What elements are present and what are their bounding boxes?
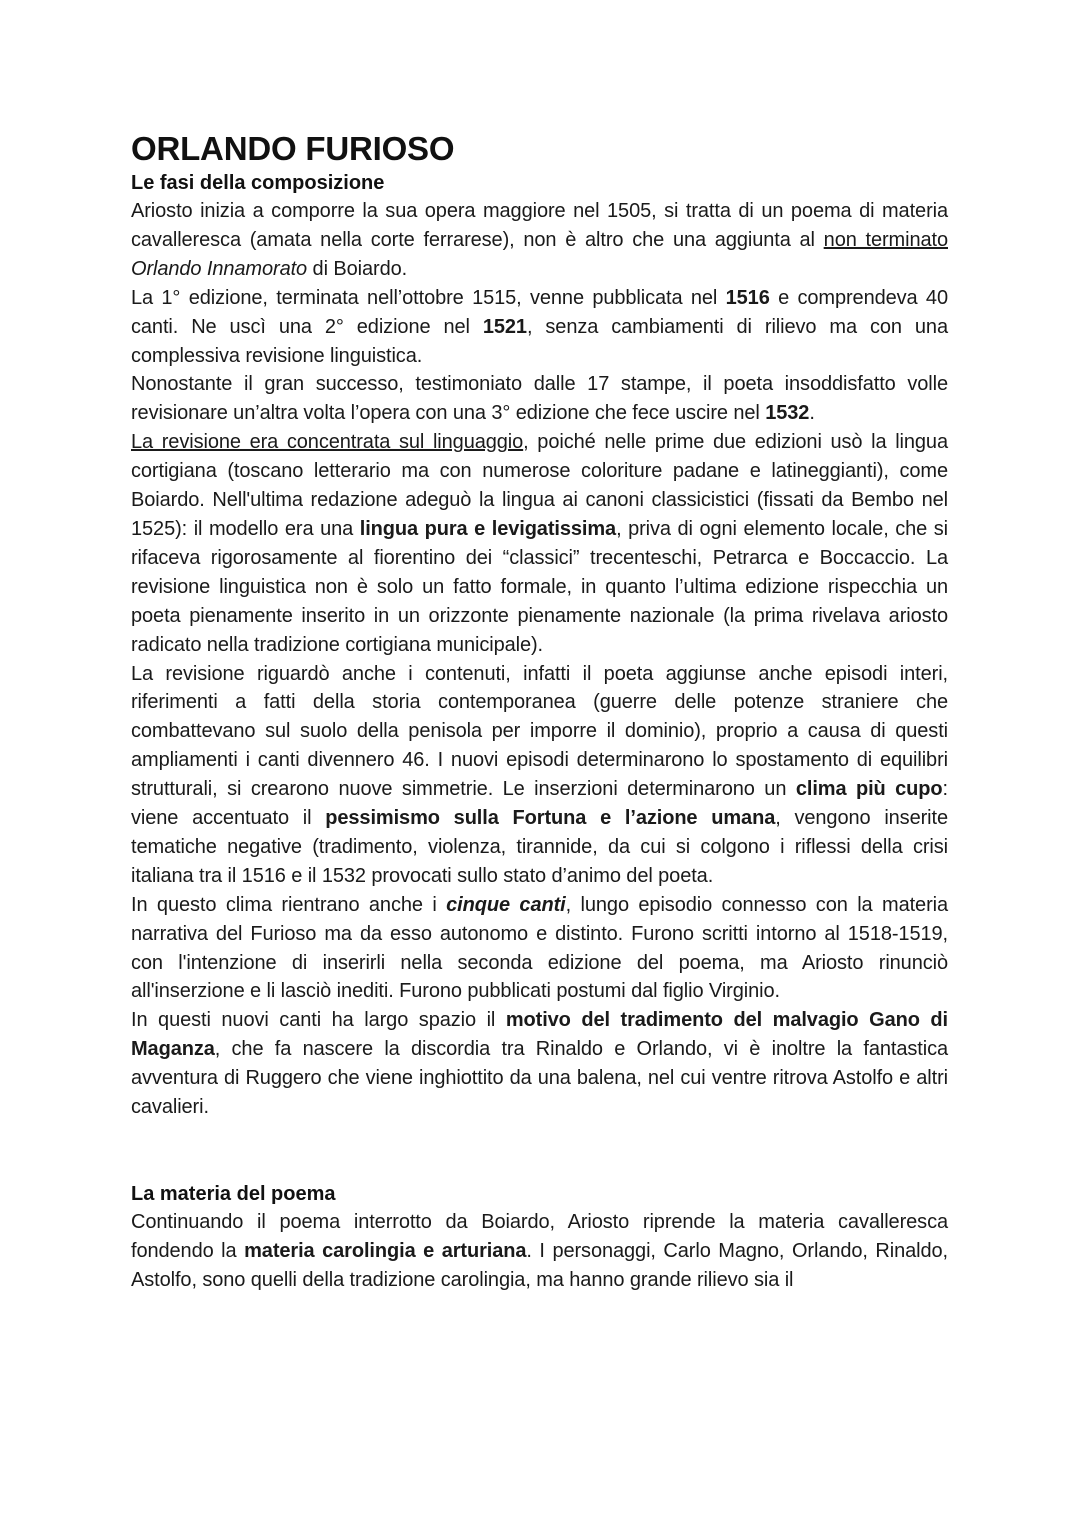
text-run: e comprendeva 40 canti. Ne uscì una 2° edizione nel [131,286,948,338]
paragraph [131,891,948,1007]
bold-text: 1521 [482,315,527,338]
text-run: La 1° edizione, terminata nell’ottobre 1515, venne pubblicata nel [131,286,726,309]
text-run: , che fa nascere la discordia tra Rinaldo e Orlando, vi è inoltre la fantastica avventura di Ruggero che viene inghiottito da una balena, nel cui ventre ritrova Astolfo e altri cavalieri. [131,1038,948,1119]
section-spacer [131,1122,948,1180]
text-run: Nonostante il gran successo, testimoniato dalle 17 stampe, il poeta insoddisfatto volle revisionare un’altra volta l’opera con una 3° edizione che fece uscire nel [131,373,948,425]
paragraph [131,197,948,284]
section-heading: La materia del poema [131,1183,336,1205]
text-run: La revisione riguardò anche i contenuti, infatti il poeta aggiunse anche episodi interi, riferimenti a fatti della storia contemporanea (guerre delle potenze straniere che combattevano sul suolo della penisola per imporre il dominio), proprio a causa di questi ampliamenti i canti divennero 46. I nuovi episodi determinarono lo spostamento di equilibri strutturali, si crearono nuove simmetrie. Le inserzioni determinarono un [131,662,948,801]
text-run: In questi nuovi canti ha largo spazio il [131,1009,506,1032]
document-title: ORLANDO FURIOSO [131,130,455,167]
text-run: , priva di ogni elemento locale, che si rifaceva rigorosamente al fiorentino dei “classici” trecenteschi, Petrarca e Boccaccio. La revisione linguistica non è solo un fatto formale, in quanto l’ultima edizione rispecchia un poeta pienamente inserito in un orizzonte pienamente nazionale (la prima rivelava ariosto radicato nella tradizione cortigiana municipale). [131,517,949,656]
section-composition-phases [131,169,948,1122]
text-run: : viene accentuato il [131,778,948,830]
bold-text: pessimismo sulla Fortuna e l’azione umana [325,807,776,830]
paragraph [131,1006,948,1122]
paragraph [131,284,948,371]
bold-italic-text: cinque canti [446,893,566,916]
paragraph [131,428,948,659]
bold-text: clima più cupo [795,778,943,801]
text-run: , lungo episodio connesso con la materia narrativa del Furioso ma da esso autonomo e distinto. Furono scritti intorno al 1518-1519, con l'intenzione di inserirli nella seconda edizione del poema, ma Ariosto rinunciò all'inserzione e li lasciò inediti. Furono pubblicati postumi dal figlio Virginio. [131,893,948,1003]
bold-text: motivo del tradimento del malvagio Gano di Maganza [131,1009,948,1061]
text-run: Ariosto inizia a comporre la sua opera maggiore nel 1505, si tratta di un poema di materia cavalleresca (amata nella corte ferrarese), non è altro che una aggiunta al [131,200,948,251]
document-page [131,129,948,1295]
bold-text: 1532 [765,402,810,425]
section-poem-matter [131,1180,948,1295]
text-run: . [809,402,815,425]
text-run: di Boiardo. [307,257,408,280]
paragraph [131,370,948,428]
text-run: . I personaggi, Carlo Magno, Orlando, Rinaldo, Astolfo, sono quelli della tradizione carolingia, ma hanno grande rilievo sia il [131,1239,948,1291]
text-run: , vengono inserite tematiche negative (tradimento, violenza, tirannide, da cui si colgono i riflessi della crisi italiana tra il 1516 e il 1532 provocati sullo stato d’animo del poeta. [131,807,948,887]
section-heading: Le fasi della composizione [131,172,385,194]
bold-text: 1516 [725,286,770,309]
text-run: , senza cambiamenti di rilievo ma con una complessiva revisione linguistica. [131,315,948,367]
paragraph [131,1208,948,1295]
underlined-text: non terminato [823,228,948,251]
text-run: In questo clima rientrano anche i [131,893,447,916]
bold-text: materia carolingia e arturiana [244,1239,527,1262]
text-run: Continuando il poema interrotto da Boiardo, Ariosto riprende la materia cavalleresca fondendo la [131,1211,948,1262]
paragraph [131,660,948,891]
underlined-text: La revisione era concentrata sul linguaggio [131,431,524,454]
bold-text: lingua pura e levigatissima [359,517,617,540]
italic-title: Orlando Innamorato [131,257,308,280]
text-run: , poiché nelle prime due edizioni usò la lingua cortigiana (toscano letterario ma con numerose coloriture padane e latineggianti), come Boiardo. Nell'ultima redazione adeguò la lingua ai canoni classicistici (fissati da Bembo nel 1525): il modello era una [131,431,948,540]
